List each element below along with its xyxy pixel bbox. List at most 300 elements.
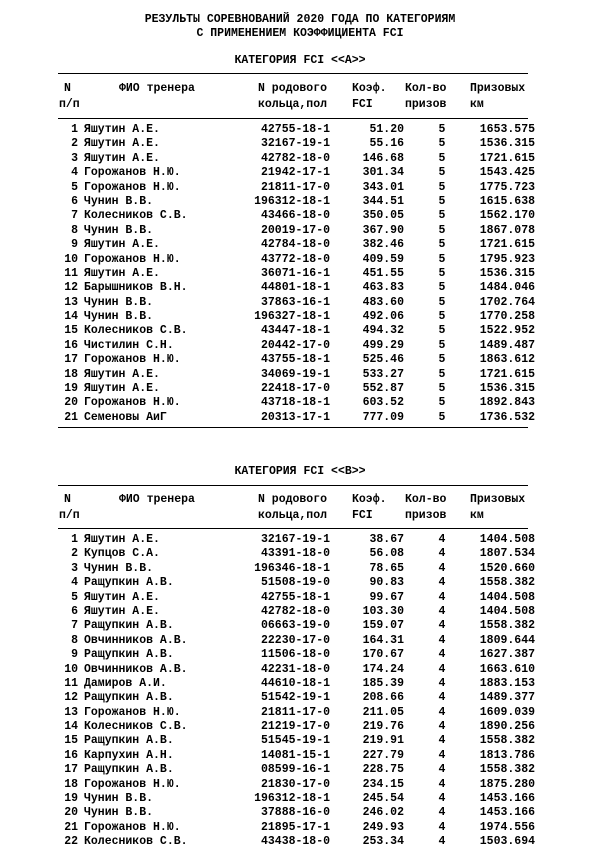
fci-coefficient: 552.87 (362, 382, 404, 396)
prize-count: 4 (438, 792, 446, 806)
trainer-name: Горожанов Н.Ю. (84, 180, 181, 194)
header-num-l1: N (64, 493, 71, 506)
fci-coefficient: 249.93 (362, 820, 404, 834)
table-row (0, 706, 600, 720)
trainer-name: Колесников С.В. (84, 835, 188, 849)
fci-coefficient: 56.08 (369, 547, 404, 561)
row-number: 18 (64, 777, 78, 791)
header-km-l2: км (470, 98, 484, 111)
table-row (0, 195, 600, 209)
prize-count: 4 (438, 590, 446, 604)
fci-coefficient: 146.68 (362, 151, 404, 165)
header-ring-l2: кольца,пол (258, 509, 328, 522)
ring-number: 44801-18-1 (260, 281, 330, 295)
trainer-name: Яшутин А.Е. (84, 266, 160, 280)
prize-km: 1867.078 (479, 223, 535, 237)
trainer-name: Ращупкин А.В. (84, 648, 174, 662)
ring-number: 196327-18-1 (254, 310, 330, 324)
table-row (0, 353, 600, 367)
row-number: 11 (64, 266, 78, 280)
table-row (0, 324, 600, 338)
table-row (0, 339, 600, 353)
header-coef (352, 81, 387, 113)
prize-count: 4 (438, 676, 446, 690)
header-ring (258, 81, 327, 113)
row-number: 18 (64, 367, 78, 381)
row-number: 7 (71, 619, 78, 633)
prize-count: 5 (438, 266, 446, 280)
prize-count: 4 (438, 561, 446, 575)
prize-count: 4 (438, 576, 446, 590)
trainer-name: Горожанов Н.Ю. (84, 166, 181, 180)
row-number: 19 (64, 382, 78, 396)
prize-count: 4 (438, 604, 446, 618)
fci-coefficient: 533.27 (362, 367, 404, 381)
trainer-name: Купцов С.А. (84, 547, 160, 561)
header-ring-l2: кольца,пол (258, 98, 328, 111)
trainer-name: Чунин В.В. (84, 561, 154, 575)
fci-coefficient: 343.01 (362, 180, 404, 194)
trainer-name: Колесников С.В. (84, 324, 188, 338)
row-number: 17 (64, 763, 78, 777)
prize-km: 1721.615 (479, 151, 535, 165)
prize-km: 1558.382 (479, 763, 535, 777)
prize-km: 1543.425 (479, 166, 535, 180)
category-a-bottom-rule (58, 427, 528, 428)
prize-km: 1404.508 (479, 533, 535, 546)
fci-coefficient: 301.34 (362, 166, 404, 180)
prize-km: 1536.315 (479, 137, 535, 151)
row-number: 21 (64, 410, 78, 424)
header-coef-l1: Коэф. (352, 82, 387, 95)
ring-number: 21830-17-0 (260, 777, 330, 791)
table-row (0, 281, 600, 295)
header-prizes (405, 81, 446, 113)
fci-coefficient: 159.07 (362, 619, 404, 633)
fci-coefficient: 603.52 (362, 396, 404, 410)
prize-count: 4 (438, 547, 446, 561)
row-number: 6 (71, 194, 78, 208)
table-row (0, 821, 600, 835)
prize-km: 1721.615 (479, 238, 535, 252)
prize-km: 1775.723 (479, 180, 535, 194)
prize-km: 1890.256 (479, 720, 535, 734)
prize-count: 4 (438, 835, 446, 849)
row-number: 4 (71, 576, 78, 590)
table-row (0, 181, 600, 195)
row-number: 1 (71, 533, 78, 546)
prize-km: 1883.153 (479, 676, 535, 690)
row-number: 2 (71, 547, 78, 561)
table-row (0, 763, 600, 777)
ring-number: 21895-17-1 (260, 820, 330, 834)
table-row (0, 792, 600, 806)
fci-coefficient: 174.24 (362, 662, 404, 676)
fci-coefficient: 90.83 (369, 576, 404, 590)
row-number: 19 (64, 792, 78, 806)
fci-coefficient: 185.39 (362, 676, 404, 690)
trainer-name: Горожанов Н.Ю. (84, 777, 181, 791)
header-coef-l1: Коэф. (352, 493, 387, 506)
ring-number: 43391-18-0 (260, 547, 330, 561)
table-row (0, 634, 600, 648)
ring-number: 51545-19-1 (260, 734, 330, 748)
ring-number: 08599-16-1 (260, 763, 330, 777)
row-number: 16 (64, 748, 78, 762)
prize-km: 1663.610 (479, 662, 535, 676)
row-number: 9 (71, 238, 78, 252)
table-row (0, 396, 600, 410)
table-row (0, 253, 600, 267)
row-number: 1 (71, 123, 78, 136)
header-num (59, 492, 80, 524)
ring-number: 196312-18-1 (254, 792, 330, 806)
table-row (0, 123, 600, 137)
table-row (0, 137, 600, 151)
fci-coefficient: 208.66 (362, 691, 404, 705)
trainer-name: Чунин В.В. (84, 223, 154, 237)
ring-number: 32167-19-1 (260, 137, 330, 151)
table-row (0, 835, 600, 849)
trainer-name: Ращупкин А.В. (84, 763, 174, 777)
category-b-header-rule (58, 528, 528, 529)
prize-count: 5 (438, 223, 446, 237)
header-km-l1: Призовых (470, 493, 526, 506)
row-number: 9 (71, 648, 78, 662)
prize-count: 4 (438, 705, 446, 719)
ring-number: 32167-19-1 (260, 533, 330, 546)
ring-number: 20313-17-1 (260, 410, 330, 424)
trainer-name: Яшутин А.Е. (84, 382, 160, 396)
ring-number: 06663-19-0 (260, 619, 330, 633)
prize-count: 5 (438, 295, 446, 309)
trainer-name: Чунин В.В. (84, 295, 154, 309)
header-coef (352, 492, 387, 524)
row-number: 3 (71, 151, 78, 165)
prize-km: 1558.382 (479, 576, 535, 590)
ring-number: 21942-17-1 (260, 166, 330, 180)
ring-number: 42782-18-0 (260, 151, 330, 165)
prize-count: 5 (438, 137, 446, 151)
prize-km: 1863.612 (479, 353, 535, 367)
fci-coefficient: 451.55 (362, 266, 404, 280)
trainer-name: Овчинников А.В. (84, 633, 188, 647)
ring-number: 21811-17-0 (260, 705, 330, 719)
trainer-name: Яшутин А.Е. (84, 367, 160, 381)
row-number: 16 (64, 338, 78, 352)
ring-number: 42784-18-0 (260, 238, 330, 252)
ring-number: 51542-19-1 (260, 691, 330, 705)
fci-coefficient: 382.46 (362, 238, 404, 252)
ring-number: 43718-18-1 (260, 396, 330, 410)
fci-coefficient: 483.60 (362, 295, 404, 309)
ring-number: 20019-17-0 (260, 223, 330, 237)
fci-coefficient: 253.34 (362, 835, 404, 849)
prize-count: 5 (438, 310, 446, 324)
prize-km: 1558.382 (479, 619, 535, 633)
table-row (0, 605, 600, 619)
category-a-title: КАТЕГОРИЯ FCI <<A>> (234, 54, 366, 67)
prize-km: 1627.387 (479, 648, 535, 662)
header-prizes-l2: призов (405, 509, 447, 522)
trainer-name: Чунин В.В. (84, 194, 154, 208)
fci-coefficient: 219.91 (362, 734, 404, 748)
prize-km: 1653.575 (479, 123, 535, 136)
prize-km: 1536.315 (479, 382, 535, 396)
prize-count: 5 (438, 338, 446, 352)
prize-count: 5 (438, 410, 446, 424)
row-number: 5 (71, 180, 78, 194)
table-row (0, 619, 600, 633)
category-a-table (0, 123, 600, 425)
prize-km: 1453.166 (479, 792, 535, 806)
table-row (0, 382, 600, 396)
prize-km: 1404.508 (479, 604, 535, 618)
table-row (0, 166, 600, 180)
table-row (0, 778, 600, 792)
fci-coefficient: 51.20 (369, 123, 404, 136)
row-number: 12 (64, 691, 78, 705)
header-km-l2: км (470, 509, 484, 522)
trainer-name: Яшутин А.Е. (84, 137, 160, 151)
fci-coefficient: 170.67 (362, 648, 404, 662)
trainer-name: Чунин В.В. (84, 806, 154, 820)
row-number: 3 (71, 561, 78, 575)
fci-coefficient: 777.09 (362, 410, 404, 424)
trainer-name: Дамиров А.И. (84, 676, 167, 690)
category-b-table (0, 533, 600, 850)
table-row (0, 691, 600, 705)
trainer-name: Ращупкин А.В. (84, 576, 174, 590)
ring-number: 196312-18-1 (254, 194, 330, 208)
prize-count: 4 (438, 820, 446, 834)
prize-km: 1795.923 (479, 252, 535, 266)
prize-km: 1520.660 (479, 561, 535, 575)
trainer-name: Чунин В.В. (84, 310, 154, 324)
prize-km: 1609.039 (479, 705, 535, 719)
ring-number: 44610-18-1 (260, 676, 330, 690)
prize-count: 5 (438, 151, 446, 165)
ring-number: 196346-18-1 (254, 561, 330, 575)
prize-count: 5 (438, 238, 446, 252)
ring-number: 21811-17-0 (260, 180, 330, 194)
fci-coefficient: 78.65 (369, 561, 404, 575)
table-row (0, 648, 600, 662)
header-ring (258, 492, 327, 524)
row-number: 8 (71, 223, 78, 237)
table-row (0, 310, 600, 324)
prize-km: 1807.534 (479, 547, 535, 561)
fci-coefficient: 234.15 (362, 777, 404, 791)
fci-coefficient: 55.16 (369, 137, 404, 151)
prize-km: 1484.046 (479, 281, 535, 295)
row-number: 4 (71, 166, 78, 180)
trainer-name: Ращупкин А.В. (84, 619, 174, 633)
ring-number: 22418-17-0 (260, 382, 330, 396)
table-row (0, 152, 600, 166)
table-row (0, 267, 600, 281)
prize-count: 4 (438, 648, 446, 662)
table-row (0, 224, 600, 238)
fci-coefficient: 99.67 (369, 590, 404, 604)
trainer-name: Овчинников А.В. (84, 662, 188, 676)
header-num (59, 81, 80, 113)
prize-count: 4 (438, 763, 446, 777)
header-km-l1: Призовых (470, 82, 526, 95)
fci-coefficient: 492.06 (362, 310, 404, 324)
prize-count: 5 (438, 396, 446, 410)
trainer-name: Колесников С.В. (84, 720, 188, 734)
header-name: ФИО тренера (119, 82, 195, 95)
fci-coefficient: 350.05 (362, 209, 404, 223)
ring-number: 42755-18-1 (260, 123, 330, 136)
document-title-line-1: РЕЗУЛЬТЫ СОРЕВНОВАНИЙ 2020 ГОДА ПО КАТЕГОРИЯМ (144, 13, 456, 26)
row-number: 22 (64, 835, 78, 849)
trainer-name: Барышников В.Н. (84, 281, 188, 295)
ring-number: 42231-18-0 (260, 662, 330, 676)
fci-coefficient: 227.79 (362, 748, 404, 762)
table-row (0, 749, 600, 763)
row-number: 11 (64, 676, 78, 690)
table-row (0, 806, 600, 820)
table-row (0, 547, 600, 561)
table-row (0, 576, 600, 590)
row-number: 15 (64, 734, 78, 748)
prize-count: 4 (438, 806, 446, 820)
prize-count: 5 (438, 252, 446, 266)
row-number: 14 (64, 720, 78, 734)
fci-coefficient: 463.83 (362, 281, 404, 295)
header-num-l2: п/п (59, 98, 80, 111)
prize-count: 4 (438, 633, 446, 647)
category-b-title: КАТЕГОРИЯ FCI <<B>> (234, 465, 366, 478)
prize-km: 1536.315 (479, 266, 535, 280)
category-a-top-rule (58, 73, 528, 74)
trainer-name: Колесников С.В. (84, 209, 188, 223)
prize-count: 4 (438, 777, 446, 791)
trainer-name: Яшутин А.Е. (84, 604, 160, 618)
prize-count: 5 (438, 353, 446, 367)
row-number: 8 (71, 633, 78, 647)
trainer-name: Яшутин А.Е. (84, 151, 160, 165)
prize-km: 1813.786 (479, 748, 535, 762)
prize-count: 4 (438, 748, 446, 762)
prize-count: 4 (438, 533, 446, 546)
fci-coefficient: 409.59 (362, 252, 404, 266)
prize-count: 4 (438, 662, 446, 676)
ring-number: 20442-17-0 (260, 338, 330, 352)
table-row (0, 734, 600, 748)
prize-km: 1809.644 (479, 633, 535, 647)
table-row (0, 209, 600, 223)
prize-count: 4 (438, 619, 446, 633)
prize-km: 1770.258 (479, 310, 535, 324)
trainer-name: Семеновы АиГ (84, 410, 167, 424)
fci-coefficient: 246.02 (362, 806, 404, 820)
prize-count: 5 (438, 324, 446, 338)
document-title-line-2: С ПРИМЕНЕНИЕМ КОЭФФИЦИЕНТА FCI (196, 27, 404, 40)
row-number: 12 (64, 281, 78, 295)
prize-km: 1875.280 (479, 777, 535, 791)
trainer-name: Яшутин А.Е. (84, 123, 160, 136)
table-row (0, 533, 600, 547)
fci-coefficient: 344.51 (362, 194, 404, 208)
category-b-top-rule (58, 485, 528, 486)
prize-count: 4 (438, 734, 446, 748)
prize-count: 5 (438, 180, 446, 194)
ring-number: 43438-18-0 (260, 835, 330, 849)
prize-km: 1558.382 (479, 734, 535, 748)
table-row (0, 238, 600, 252)
prize-count: 4 (438, 720, 446, 734)
table-row (0, 591, 600, 605)
header-prizes-l1: Кол-во (405, 493, 447, 506)
ring-number: 43755-18-1 (260, 353, 330, 367)
trainer-name: Горожанов Н.Ю. (84, 252, 181, 266)
fci-coefficient: 219.76 (362, 720, 404, 734)
table-row (0, 663, 600, 677)
fci-coefficient: 228.75 (362, 763, 404, 777)
fci-coefficient: 367.90 (362, 223, 404, 237)
row-number: 7 (71, 209, 78, 223)
ring-number: 36071-16-1 (260, 266, 330, 280)
prize-km: 1892.843 (479, 396, 535, 410)
prize-km: 1522.952 (479, 324, 535, 338)
row-number: 21 (64, 820, 78, 834)
prize-count: 5 (438, 281, 446, 295)
prize-km: 1453.166 (479, 806, 535, 820)
ring-number: 14081-15-1 (260, 748, 330, 762)
trainer-name: Чистилин С.Н. (84, 338, 174, 352)
table-row (0, 562, 600, 576)
fci-coefficient: 211.05 (362, 705, 404, 719)
row-number: 13 (64, 295, 78, 309)
ring-number: 43447-18-1 (260, 324, 330, 338)
ring-number: 22230-17-0 (260, 633, 330, 647)
prize-count: 5 (438, 166, 446, 180)
prize-count: 5 (438, 123, 446, 136)
fci-coefficient: 103.30 (362, 604, 404, 618)
prize-km: 1489.487 (479, 338, 535, 352)
header-coef-l2: FCI (352, 98, 373, 111)
ring-number: 37888-16-0 (260, 806, 330, 820)
row-number: 10 (64, 662, 78, 676)
prize-km: 1736.532 (479, 410, 535, 424)
fci-coefficient: 38.67 (369, 533, 404, 546)
table-row (0, 296, 600, 310)
header-name: ФИО тренера (119, 493, 195, 506)
prize-km: 1489.377 (479, 691, 535, 705)
header-prizes (405, 492, 446, 524)
prize-km: 1503.694 (479, 835, 535, 849)
ring-number: 42755-18-1 (260, 590, 330, 604)
trainer-name: Горожанов Н.Ю. (84, 705, 181, 719)
ring-number: 37863-16-1 (260, 295, 330, 309)
trainer-name: Горожанов Н.Ю. (84, 820, 181, 834)
prize-km: 1721.615 (479, 367, 535, 381)
ring-number: 51508-19-0 (260, 576, 330, 590)
prize-km: 1702.764 (479, 295, 535, 309)
row-number: 5 (71, 590, 78, 604)
header-num-l1: N (64, 82, 71, 95)
prize-count: 5 (438, 209, 446, 223)
fci-coefficient: 494.32 (362, 324, 404, 338)
header-coef-l2: FCI (352, 509, 373, 522)
header-num-l2: п/п (59, 509, 80, 522)
prize-km: 1404.508 (479, 590, 535, 604)
row-number: 20 (64, 806, 78, 820)
prize-km: 1615.638 (479, 194, 535, 208)
